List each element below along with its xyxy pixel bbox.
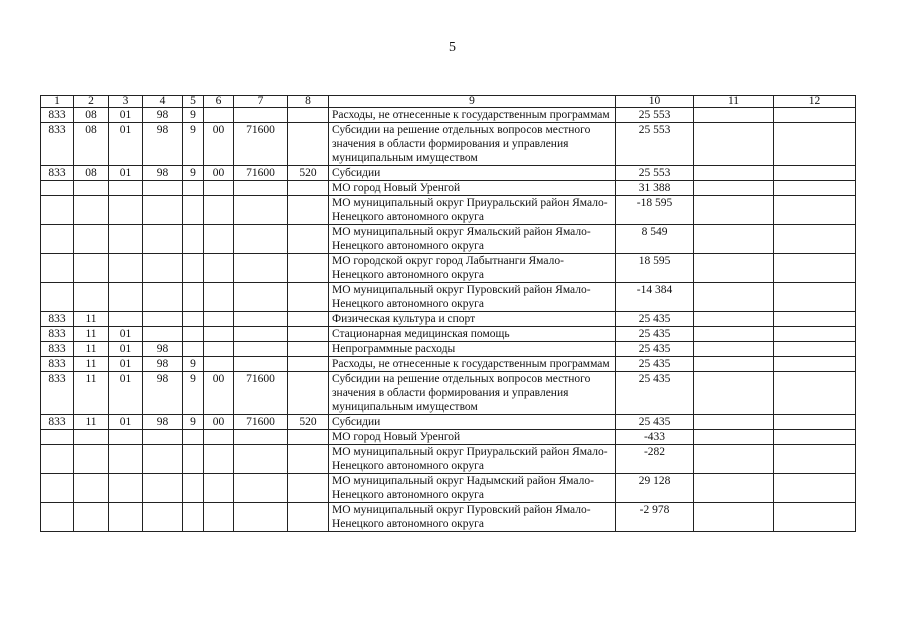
table-row <box>41 312 856 327</box>
row-code-cell <box>41 181 74 196</box>
row-code-cell: 08 <box>74 166 109 181</box>
table-row <box>41 372 856 415</box>
row-code-cell <box>143 430 183 445</box>
row-code-cell: 01 <box>109 108 143 123</box>
row-code-cell <box>204 196 234 225</box>
row-code-cell <box>143 225 183 254</box>
row-code-cell <box>774 327 856 342</box>
row-amount: 25 435 <box>616 342 694 357</box>
column-header-1: 1 <box>41 96 74 108</box>
row-amount: 29 128 <box>616 474 694 503</box>
row-code-cell <box>109 225 143 254</box>
row-code-cell <box>694 430 774 445</box>
row-code-cell <box>183 181 204 196</box>
row-amount: 8 549 <box>616 225 694 254</box>
row-code-cell <box>288 123 329 166</box>
row-code-cell <box>288 503 329 532</box>
row-code-cell <box>74 430 109 445</box>
row-code-cell: 833 <box>41 357 74 372</box>
row-amount: 25 435 <box>616 415 694 430</box>
row-code-cell <box>694 342 774 357</box>
row-code-cell <box>234 108 288 123</box>
row-code-cell: 08 <box>74 108 109 123</box>
row-code-cell <box>774 312 856 327</box>
row-code-cell <box>234 445 288 474</box>
row-code-cell <box>204 445 234 474</box>
row-code-cell <box>143 181 183 196</box>
row-code-cell: 9 <box>183 415 204 430</box>
row-code-cell <box>109 503 143 532</box>
row-code-cell <box>74 254 109 283</box>
row-code-cell <box>234 312 288 327</box>
row-code-cell: 01 <box>109 357 143 372</box>
row-code-cell <box>143 283 183 312</box>
row-code-cell <box>204 474 234 503</box>
row-code-cell <box>288 181 329 196</box>
row-code-cell: 833 <box>41 415 74 430</box>
row-code-cell <box>183 283 204 312</box>
row-description: МО город Новый Уренгой <box>329 181 616 196</box>
row-code-cell <box>143 327 183 342</box>
row-description: Непрограммные расходы <box>329 342 616 357</box>
row-code-cell <box>41 283 74 312</box>
row-code-cell <box>204 254 234 283</box>
row-code-cell: 98 <box>143 166 183 181</box>
row-code-cell <box>774 283 856 312</box>
row-description: МО муниципальный округ Надымский район Ямало-Ненецкого автономного округа <box>329 474 616 503</box>
row-code-cell <box>204 312 234 327</box>
row-code-cell <box>41 474 74 503</box>
row-code-cell <box>109 254 143 283</box>
row-amount: -2 978 <box>616 503 694 532</box>
row-code-cell <box>204 181 234 196</box>
row-code-cell <box>204 327 234 342</box>
row-amount: 25 435 <box>616 312 694 327</box>
row-code-cell <box>41 503 74 532</box>
row-description: МО городской округ город Лабытнанги Ямало-Ненецкого автономного округа <box>329 254 616 283</box>
table-row <box>41 108 856 123</box>
row-code-cell <box>774 357 856 372</box>
row-description: Расходы, не отнесенные к государственным программам <box>329 108 616 123</box>
row-code-cell <box>41 254 74 283</box>
row-code-cell <box>694 283 774 312</box>
row-code-cell <box>774 342 856 357</box>
column-header-11: 11 <box>694 96 774 108</box>
row-code-cell: 71600 <box>234 123 288 166</box>
table-row <box>41 166 856 181</box>
row-code-cell: 520 <box>288 166 329 181</box>
row-code-cell <box>694 327 774 342</box>
row-code-cell <box>694 357 774 372</box>
row-code-cell: 08 <box>74 123 109 166</box>
row-code-cell <box>74 196 109 225</box>
row-code-cell <box>694 181 774 196</box>
row-code-cell <box>183 503 204 532</box>
row-code-cell <box>774 415 856 430</box>
row-code-cell <box>774 181 856 196</box>
row-amount: -18 595 <box>616 196 694 225</box>
row-code-cell <box>234 357 288 372</box>
row-code-cell <box>694 503 774 532</box>
row-code-cell <box>183 254 204 283</box>
row-code-cell: 833 <box>41 108 74 123</box>
row-description: Субсидии на решение отдельных вопросов местного значения в области формирования и управления муниципальным имуществом <box>329 123 616 166</box>
row-code-cell <box>183 342 204 357</box>
row-description: Субсидии <box>329 166 616 181</box>
row-code-cell: 00 <box>204 123 234 166</box>
row-amount: 25 435 <box>616 372 694 415</box>
row-code-cell <box>183 225 204 254</box>
column-header-7: 7 <box>234 96 288 108</box>
row-code-cell <box>288 108 329 123</box>
row-code-cell: 98 <box>143 372 183 415</box>
row-code-cell: 833 <box>41 312 74 327</box>
row-code-cell: 98 <box>143 357 183 372</box>
row-code-cell <box>694 166 774 181</box>
row-code-cell <box>694 474 774 503</box>
row-code-cell: 71600 <box>234 415 288 430</box>
row-code-cell <box>74 474 109 503</box>
row-code-cell: 11 <box>74 415 109 430</box>
row-description: МО муниципальный округ Ямальский район Ямало-Ненецкого автономного округа <box>329 225 616 254</box>
row-code-cell <box>183 445 204 474</box>
row-code-cell <box>774 225 856 254</box>
row-code-cell <box>234 503 288 532</box>
row-code-cell <box>74 503 109 532</box>
row-code-cell <box>234 474 288 503</box>
table-row <box>41 342 856 357</box>
row-code-cell <box>694 225 774 254</box>
row-code-cell <box>288 372 329 415</box>
column-header-6: 6 <box>204 96 234 108</box>
row-code-cell <box>288 474 329 503</box>
row-code-cell <box>288 312 329 327</box>
row-code-cell <box>183 474 204 503</box>
row-description: МО город Новый Уренгой <box>329 430 616 445</box>
row-code-cell <box>774 430 856 445</box>
row-code-cell: 833 <box>41 123 74 166</box>
table-row <box>41 225 856 254</box>
row-code-cell <box>183 430 204 445</box>
row-code-cell <box>288 254 329 283</box>
table-row <box>41 283 856 312</box>
row-code-cell <box>204 108 234 123</box>
row-code-cell: 98 <box>143 123 183 166</box>
row-code-cell <box>74 445 109 474</box>
row-code-cell <box>234 342 288 357</box>
row-code-cell: 833 <box>41 372 74 415</box>
row-code-cell <box>288 196 329 225</box>
row-code-cell: 11 <box>74 327 109 342</box>
table-row <box>41 123 856 166</box>
row-amount: -282 <box>616 445 694 474</box>
column-header-12: 12 <box>774 96 856 108</box>
row-code-cell <box>288 430 329 445</box>
row-code-cell: 00 <box>204 415 234 430</box>
column-header-3: 3 <box>109 96 143 108</box>
row-amount: -14 384 <box>616 283 694 312</box>
row-code-cell <box>288 342 329 357</box>
row-amount: 18 595 <box>616 254 694 283</box>
row-code-cell: 520 <box>288 415 329 430</box>
row-code-cell <box>143 312 183 327</box>
row-code-cell <box>234 181 288 196</box>
row-code-cell: 01 <box>109 342 143 357</box>
row-code-cell: 98 <box>143 415 183 430</box>
row-code-cell: 833 <box>41 342 74 357</box>
row-code-cell <box>41 225 74 254</box>
row-code-cell <box>774 372 856 415</box>
row-description: МО муниципальный округ Приуральский район Ямало-Ненецкого автономного округа <box>329 445 616 474</box>
column-header-4: 4 <box>143 96 183 108</box>
row-amount: 25 553 <box>616 123 694 166</box>
row-code-cell: 11 <box>74 342 109 357</box>
row-code-cell <box>109 283 143 312</box>
row-description: Расходы, не отнесенные к государственным программам <box>329 357 616 372</box>
column-header-8: 8 <box>288 96 329 108</box>
row-code-cell <box>183 312 204 327</box>
row-description: Стационарная медицинская помощь <box>329 327 616 342</box>
row-code-cell <box>143 196 183 225</box>
row-description: Субсидии на решение отдельных вопросов местного значения в области формирования и управления муниципальным имуществом <box>329 372 616 415</box>
row-code-cell: 11 <box>74 357 109 372</box>
row-code-cell <box>204 283 234 312</box>
row-code-cell <box>109 196 143 225</box>
row-code-cell <box>234 283 288 312</box>
table-row <box>41 196 856 225</box>
table-row <box>41 503 856 532</box>
header-row <box>41 96 856 108</box>
row-code-cell <box>694 123 774 166</box>
row-amount: 25 553 <box>616 108 694 123</box>
table-row <box>41 445 856 474</box>
row-code-cell <box>694 254 774 283</box>
row-code-cell <box>204 342 234 357</box>
row-code-cell: 01 <box>109 327 143 342</box>
table-row <box>41 327 856 342</box>
row-code-cell <box>288 327 329 342</box>
row-code-cell <box>694 415 774 430</box>
row-code-cell: 9 <box>183 372 204 415</box>
column-header-10: 10 <box>616 96 694 108</box>
row-code-cell <box>74 283 109 312</box>
table-row <box>41 181 856 196</box>
row-code-cell <box>694 445 774 474</box>
table-row <box>41 474 856 503</box>
row-code-cell: 01 <box>109 415 143 430</box>
row-code-cell <box>234 196 288 225</box>
row-code-cell <box>109 474 143 503</box>
row-code-cell <box>143 474 183 503</box>
row-code-cell: 98 <box>143 342 183 357</box>
row-code-cell <box>774 254 856 283</box>
row-code-cell <box>204 430 234 445</box>
row-code-cell: 9 <box>183 108 204 123</box>
row-code-cell: 833 <box>41 327 74 342</box>
row-code-cell <box>109 445 143 474</box>
row-code-cell: 01 <box>109 123 143 166</box>
row-code-cell: 833 <box>41 166 74 181</box>
row-code-cell: 9 <box>183 166 204 181</box>
row-code-cell <box>288 283 329 312</box>
row-code-cell <box>694 312 774 327</box>
row-code-cell <box>41 445 74 474</box>
row-code-cell: 9 <box>183 123 204 166</box>
row-code-cell <box>234 225 288 254</box>
row-code-cell <box>774 123 856 166</box>
page-number: 5 <box>449 40 456 55</box>
table-row <box>41 254 856 283</box>
row-description: МО муниципальный округ Приуральский район Ямало-Ненецкого автономного округа <box>329 196 616 225</box>
row-amount: 25 435 <box>616 327 694 342</box>
row-code-cell <box>694 372 774 415</box>
row-code-cell <box>774 503 856 532</box>
row-code-cell: 00 <box>204 166 234 181</box>
row-code-cell <box>183 327 204 342</box>
row-code-cell <box>234 254 288 283</box>
row-code-cell <box>234 430 288 445</box>
table-row <box>41 415 856 430</box>
row-amount: 25 435 <box>616 357 694 372</box>
row-code-cell <box>143 445 183 474</box>
row-code-cell <box>143 254 183 283</box>
table-body <box>41 108 856 532</box>
row-code-cell <box>774 108 856 123</box>
row-code-cell: 9 <box>183 357 204 372</box>
row-code-cell <box>694 108 774 123</box>
row-description: МО муниципальный округ Пуровский район Ямало-Ненецкого автономного округа <box>329 283 616 312</box>
row-code-cell <box>143 503 183 532</box>
row-code-cell: 01 <box>109 166 143 181</box>
row-code-cell <box>74 181 109 196</box>
table-row <box>41 357 856 372</box>
row-code-cell <box>109 312 143 327</box>
row-code-cell <box>41 196 74 225</box>
row-code-cell <box>694 196 774 225</box>
row-code-cell <box>774 474 856 503</box>
row-code-cell <box>74 225 109 254</box>
row-code-cell: 71600 <box>234 372 288 415</box>
row-code-cell <box>288 445 329 474</box>
row-code-cell <box>204 503 234 532</box>
row-code-cell: 11 <box>74 312 109 327</box>
column-header-5: 5 <box>183 96 204 108</box>
column-header-2: 2 <box>74 96 109 108</box>
row-code-cell <box>41 430 74 445</box>
row-amount: -433 <box>616 430 694 445</box>
row-description: Физическая культура и спорт <box>329 312 616 327</box>
row-code-cell: 71600 <box>234 166 288 181</box>
row-code-cell: 98 <box>143 108 183 123</box>
row-code-cell: 01 <box>109 372 143 415</box>
row-code-cell: 00 <box>204 372 234 415</box>
row-code-cell <box>774 445 856 474</box>
row-code-cell <box>109 430 143 445</box>
row-code-cell <box>109 181 143 196</box>
row-code-cell <box>288 357 329 372</box>
row-code-cell <box>183 196 204 225</box>
row-code-cell <box>288 225 329 254</box>
row-amount: 31 388 <box>616 181 694 196</box>
row-description: Субсидии <box>329 415 616 430</box>
row-description: МО муниципальный округ Пуровский район Ямало-Ненецкого автономного округа <box>329 503 616 532</box>
column-header-9: 9 <box>329 96 616 108</box>
row-code-cell <box>234 327 288 342</box>
row-code-cell <box>774 196 856 225</box>
budget-table <box>40 95 856 532</box>
row-code-cell <box>204 225 234 254</box>
table-row <box>41 430 856 445</box>
row-code-cell <box>774 166 856 181</box>
row-code-cell <box>204 357 234 372</box>
row-code-cell: 11 <box>74 372 109 415</box>
row-amount: 25 553 <box>616 166 694 181</box>
